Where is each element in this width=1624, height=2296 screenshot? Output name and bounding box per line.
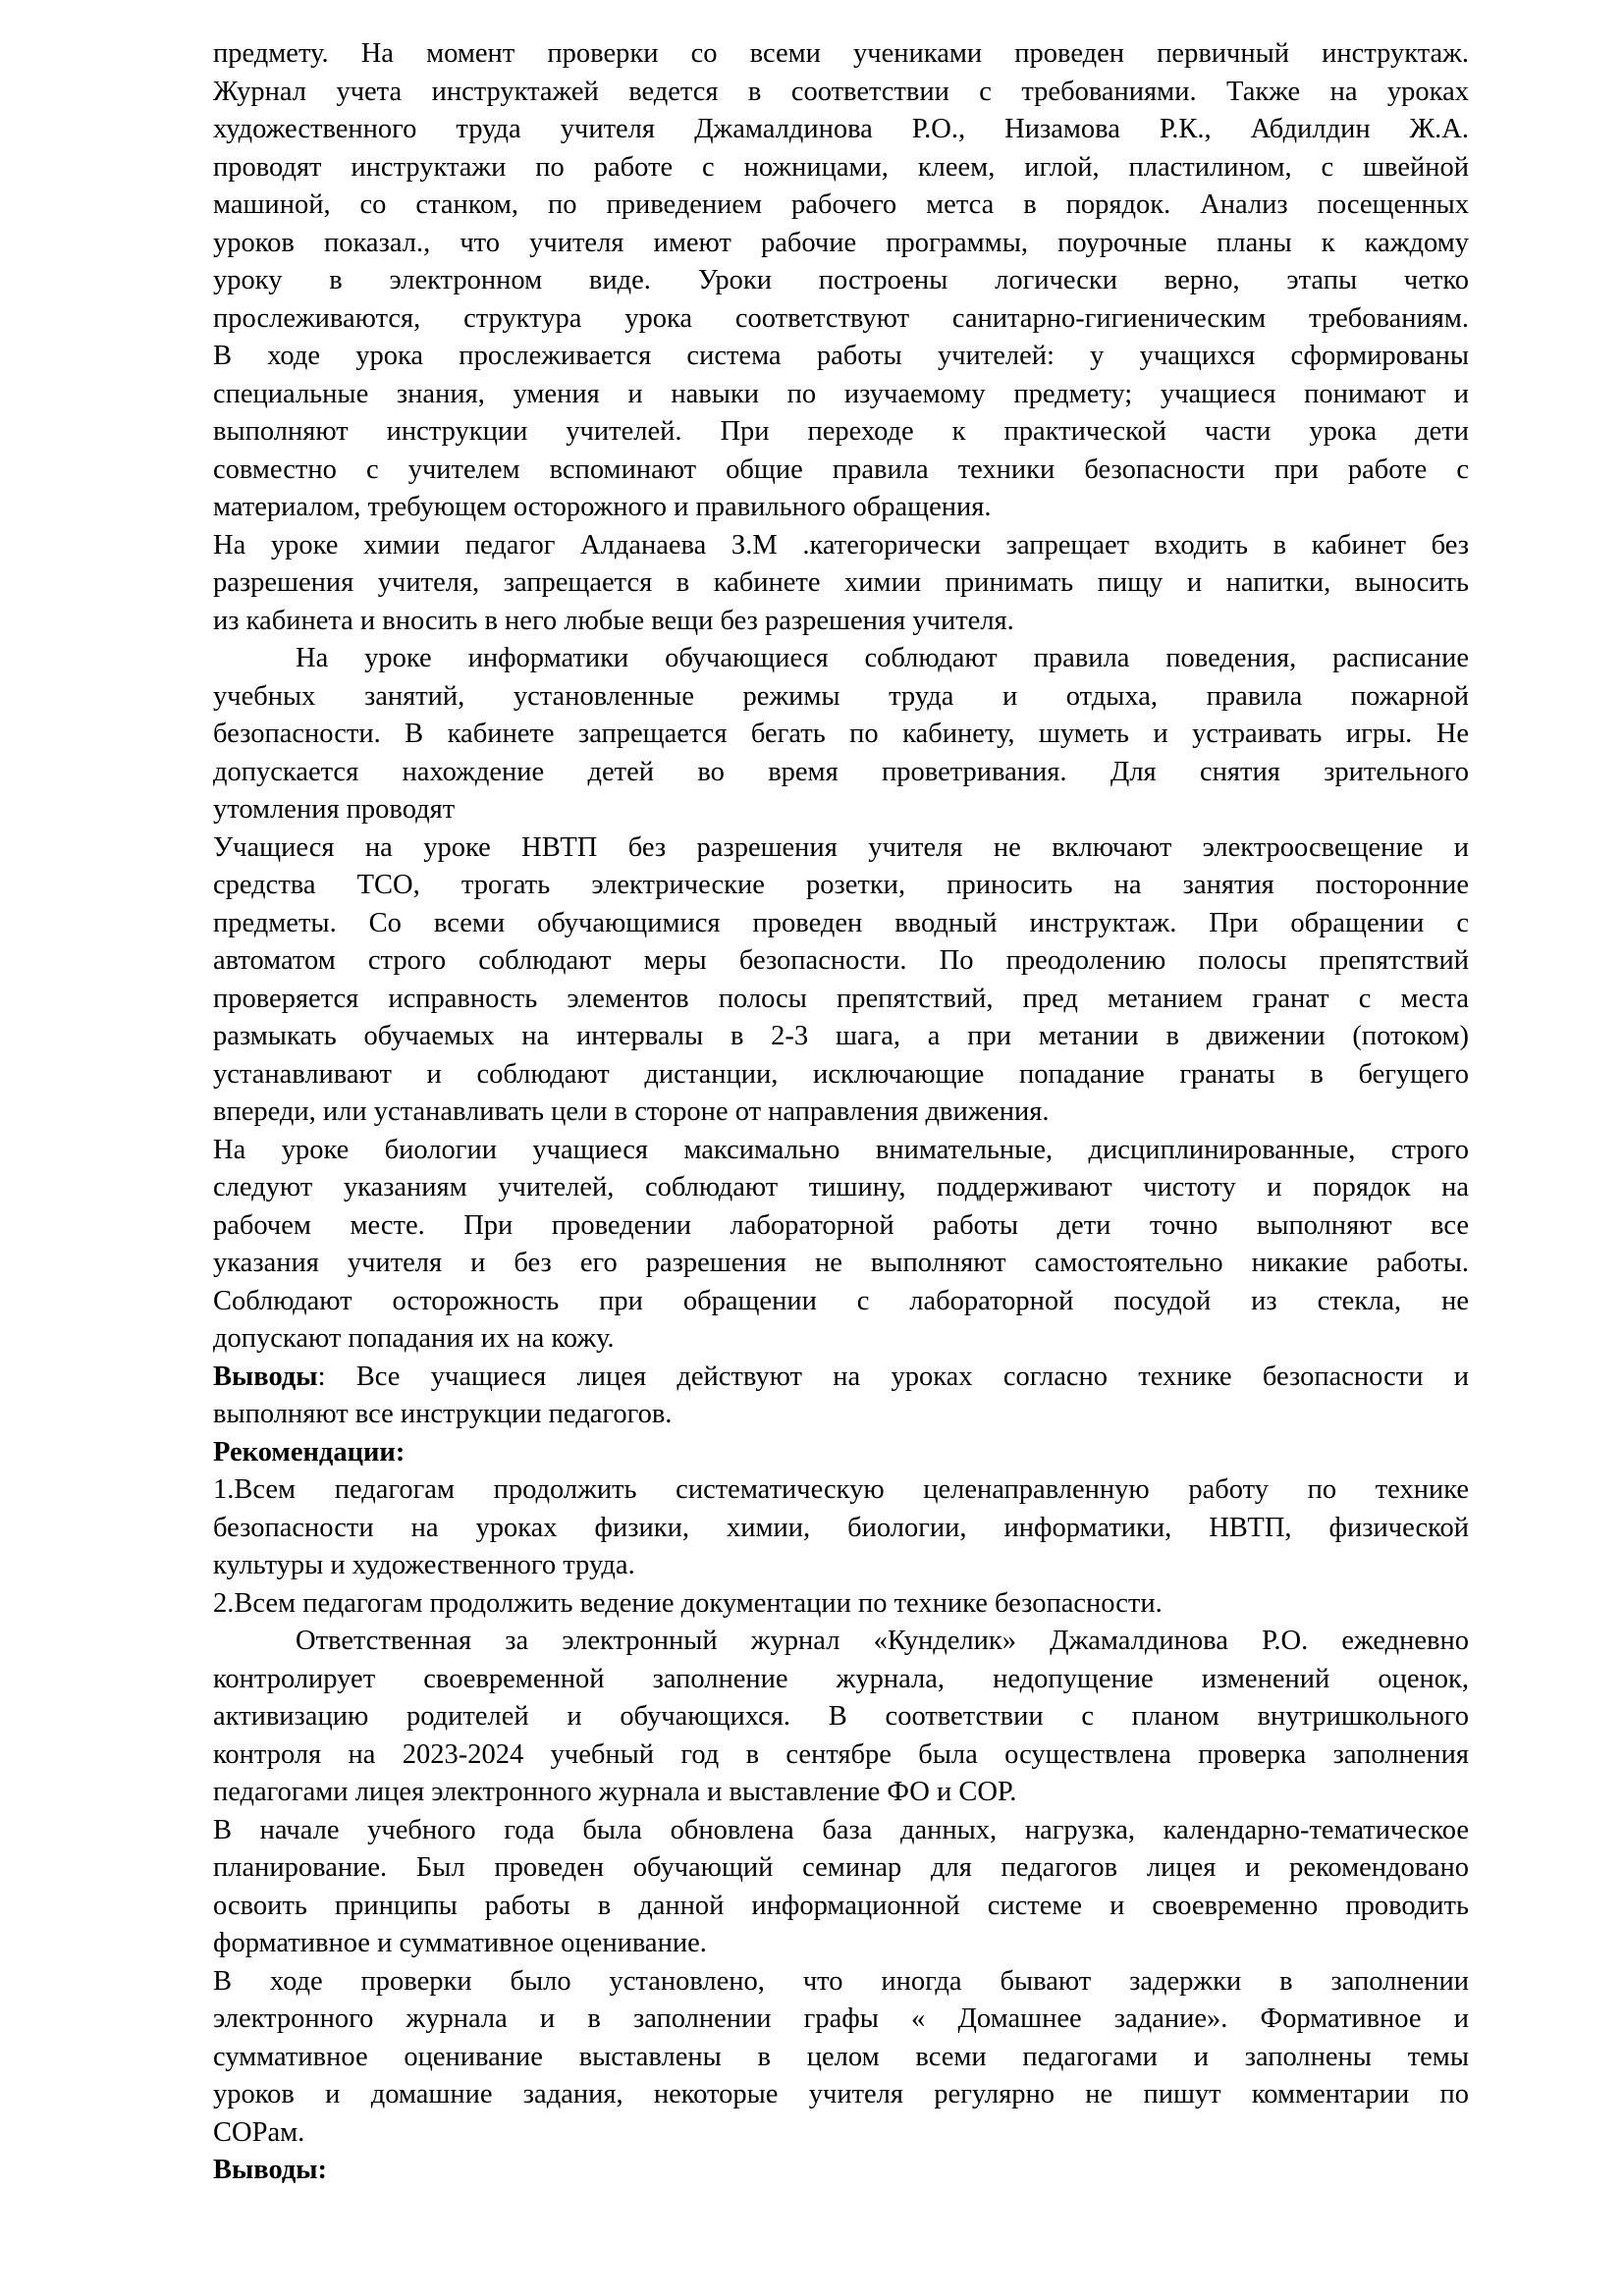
line-text: контролирует своевременной заполнение журнала, недопущение изменений оценок, — [213, 1663, 1469, 1694]
line-text: На уроке химии педагог Алданаева З.М .категорически запрещает входить в кабинет без — [213, 529, 1469, 561]
text-line — [213, 1736, 1469, 1775]
line-text: размыкать обучаемых на интервалы в 2-3 шага, а при метании в движении (потоком) — [213, 1021, 1469, 1051]
text-line — [213, 1661, 1469, 1699]
line-text: В ходе проверки было установлено, что иногда бывают задержки в заполнении — [213, 1965, 1469, 1997]
text-line — [213, 867, 1469, 905]
line-text: формативное и суммативное оценивание. — [213, 1928, 707, 1958]
text-line — [213, 640, 1469, 678]
text-line — [213, 1585, 1469, 1624]
line-text: На уроке информатики обучающиеся соблюдают правила поведения, расписание — [296, 643, 1469, 673]
text-line — [213, 942, 1469, 981]
text-line — [213, 1094, 1469, 1132]
text-line — [213, 1812, 1469, 1850]
text-line — [213, 981, 1469, 1019]
text-line — [213, 74, 1469, 112]
text-line — [213, 1396, 1469, 1434]
line-text: контроля на 2023-2024 учебный год в сентябре была осуществлена проверка заполнения — [213, 1738, 1469, 1770]
document-page — [213, 35, 1469, 2190]
text-line — [213, 564, 1469, 603]
text-line — [213, 376, 1469, 414]
text-line — [213, 1547, 1469, 1585]
line-text: выполняют все инструкции педагогов. — [213, 1399, 673, 1429]
line-text: электронного журнала и в заполнении графы « Домашнее задание». Формативное и — [213, 2003, 1469, 2034]
line-text: уроков и домашние задания, некоторые учителя регулярно не пишут комментарии по — [213, 2079, 1469, 2109]
text-line — [213, 829, 1469, 868]
text-line — [213, 300, 1469, 339]
line-text: из кабинета и вносить в него любые вещи без разрешения учителя. — [213, 605, 1014, 636]
bold-label: Выводы: — [213, 2155, 328, 2185]
line-text: совместно с учителем вспоминают общие правила техники безопасности при работе с — [213, 454, 1469, 485]
text-line — [213, 1925, 1469, 1963]
bold-label: Рекомендации: — [213, 1436, 406, 1468]
text-line — [213, 678, 1469, 717]
line-text: материалом, требующем осторожного и правильного обращения. — [213, 492, 992, 522]
line-text: допускается нахождение детей во время проветривания. Для снятия зрительного — [213, 756, 1469, 787]
line-text: Соблюдают осторожность при обращении с лабораторной посудой из стекла, не — [213, 1285, 1469, 1316]
text-line — [213, 1698, 1469, 1736]
line-text: В начале учебного года была обновлена база данных, нагрузка, календарно-тематическое — [213, 1814, 1469, 1845]
text-line — [213, 1320, 1469, 1359]
line-text: устанавливают и соблюдают дистанции, исключающие попадание гранаты в бегущего — [213, 1058, 1469, 1090]
text-line — [213, 35, 1469, 74]
line-text: рабочем месте. При проведении лабораторной работы дети точно выполняют все — [213, 1209, 1469, 1241]
line-text: художественного труда учителя Джамалдинова Р.О., Низамова Р.К., Абдилдин Ж.А. — [213, 114, 1469, 144]
text-line — [213, 111, 1469, 149]
text-line — [213, 1471, 1469, 1510]
bold-label: Выводы — [213, 1361, 318, 1392]
text-line — [213, 1056, 1469, 1095]
text-line — [213, 1018, 1469, 1056]
line-text: планирование. Был проведен обучающий семинар для педагогов лицея и рекомендовано — [213, 1852, 1469, 1883]
text-line — [213, 225, 1469, 263]
text-line — [213, 603, 1469, 641]
line-text: выполняют инструкции учителей. При переходе к практической части урока дети — [213, 416, 1469, 447]
text-line — [213, 2114, 1469, 2153]
text-line — [213, 1132, 1469, 1170]
line-text: уроков показал., что учителя имеют рабочие программы, поурочные планы к каждому — [213, 227, 1469, 258]
text-line — [213, 754, 1469, 792]
line-text: разрешения учителя, запрещается в кабинете химии принимать пищу и напитки, выносить — [213, 567, 1469, 598]
line-text: педагогами лицея электронного журнала и выставление ФО и СОР. — [213, 1777, 1017, 1807]
line-text: прослеживаются, структура урока соответствуют санитарно-гигиеническим требованиям. — [213, 302, 1469, 334]
text-line — [213, 489, 1469, 527]
line-text: СОРам. — [213, 2116, 305, 2148]
text-line — [213, 1623, 1469, 1661]
line-text: : Все учащиеся лицея действуют на уроках согласно технике безопасности и — [317, 1361, 1469, 1392]
line-text: Журнал учета инструктажей ведется в соответствии с требованиями. Также на уроках — [213, 76, 1469, 107]
line-text: На уроке биологии учащиеся максимально внимательные, дисциплинированные, строго — [213, 1134, 1469, 1165]
line-text: проводят инструктажи по работе с ножницами, клеем, иглой, пластилином, с швейной — [213, 151, 1469, 183]
section-heading-line — [213, 1359, 1469, 1397]
line-text: предмету. На момент проверки со всеми учениками проведен первичный инструктаж. — [213, 38, 1469, 69]
line-text: предметы. Со всеми обучающимися проведен вводный инструктаж. При обращении с — [213, 907, 1469, 938]
line-text: Ответственная за электронный журнал «Кунделик» Джамалдинова Р.О. ежедневно — [296, 1626, 1469, 1656]
text-line — [213, 338, 1469, 376]
line-text: впереди, или устанавливать цели в стороне от направления движения. — [213, 1096, 1050, 1127]
line-text: Учащиеся на уроке НВТП без разрешения учителя не включают электроосвещение и — [213, 831, 1469, 863]
line-text: 1.Всем педагогам продолжить систематическую целенаправленную работу по технике — [213, 1474, 1469, 1505]
text-line — [213, 1510, 1469, 1548]
line-text: машиной, со станком, по приведением рабочего метса в порядок. Анализ посещенных — [213, 189, 1469, 220]
text-line — [213, 262, 1469, 300]
text-line — [213, 452, 1469, 490]
text-line — [213, 1774, 1469, 1812]
text-line — [213, 1169, 1469, 1207]
text-line — [213, 2001, 1469, 2039]
text-line — [213, 1849, 1469, 1888]
section-heading-line — [213, 2152, 1469, 2190]
text-line — [213, 905, 1469, 943]
text-line — [213, 1207, 1469, 1246]
text-line — [213, 149, 1469, 187]
line-text: учебных занятий, установленные режимы труда и отдыха, правила пожарной — [213, 680, 1469, 712]
text-line — [213, 527, 1469, 565]
text-line — [213, 716, 1469, 754]
line-text: автоматом строго соблюдают меры безопасности. По преодолению полосы препятствий — [213, 945, 1469, 976]
line-text: утомления проводят — [213, 794, 456, 825]
line-text: безопасности на уроках физики, химии, биологии, информатики, НВТП, физической — [213, 1512, 1469, 1543]
text-line — [213, 1245, 1469, 1283]
text-line — [213, 2039, 1469, 2077]
line-text: средства ТСО, трогать электрические розетки, приносить на занятия посторонние — [213, 870, 1469, 900]
text-line — [213, 2076, 1469, 2114]
text-line — [213, 1963, 1469, 2002]
line-text: специальные знания, умения и навыки по изучаемому предмету; учащиеся понимают и — [213, 378, 1469, 409]
text-line — [213, 187, 1469, 225]
text-line — [213, 1283, 1469, 1321]
line-text: уроку в электронном виде. Уроки построены логически верно, этапы четко — [213, 265, 1469, 295]
line-text: культуры и художественного труда. — [213, 1550, 635, 1580]
line-text: следуют указаниям учителей, соблюдают тишину, поддерживают чистоту и порядок на — [213, 1172, 1469, 1202]
text-line — [213, 413, 1469, 452]
line-text: 2.Всем педагогам продолжить ведение документации по технике безопасности. — [213, 1587, 1163, 1619]
line-text: В ходе урока прослеживается система работы учителей: у учащихся сформированы — [213, 341, 1469, 371]
line-text: безопасности. В кабинете запрещается бегать по кабинету, шуметь и устраивать игры. Не — [213, 719, 1469, 749]
section-heading-line — [213, 1434, 1469, 1472]
line-text: освоить принципы работы в данной информационной системе и своевременно проводить — [213, 1890, 1469, 1921]
text-line — [213, 1888, 1469, 1926]
line-text: суммативное оценивание выставлены в целом всеми педагогами и заполнены темы — [213, 2041, 1469, 2072]
text-line — [213, 791, 1469, 829]
line-text: проверяется исправность элементов полосы препятствий, пред метанием гранат с места — [213, 983, 1469, 1014]
line-text: активизацию родителей и обучающихся. В соответствии с планом внутришкольного — [213, 1701, 1469, 1732]
line-text: допускают попадания их на кожу. — [213, 1323, 615, 1354]
line-text: указания учителя и без его разрешения не выполняют самостоятельно никакие работы. — [213, 1248, 1469, 1278]
